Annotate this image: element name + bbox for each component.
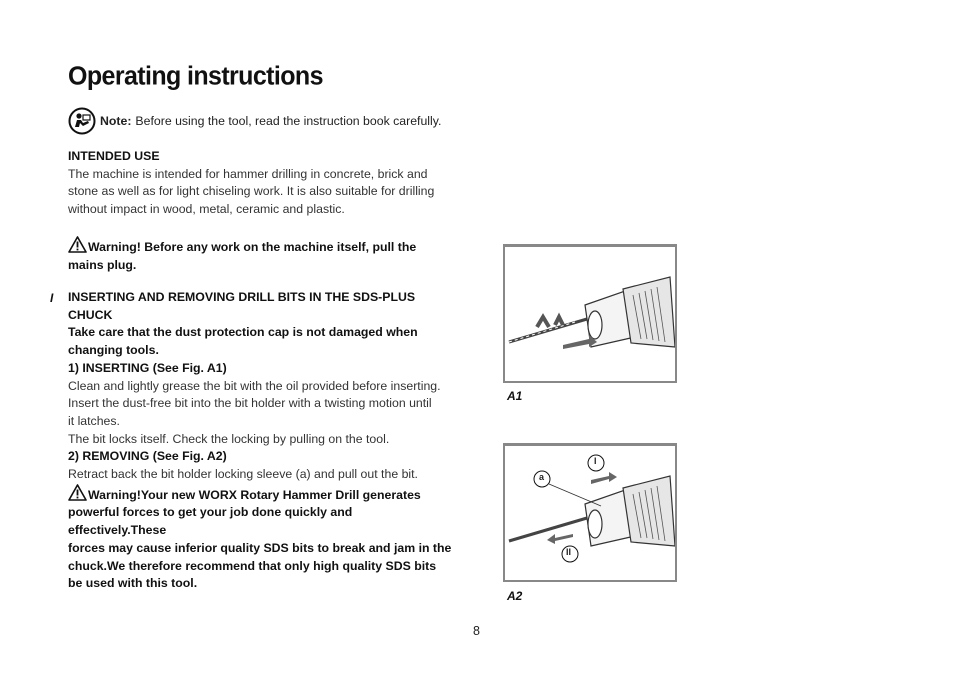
inserting-heading: INSERTING AND REMOVING DRILL BITS IN THE SDS-PLUS xyxy=(68,290,416,304)
step1-line: The bit locks itself. Check the locking by pulling on the tool. xyxy=(68,431,390,446)
page-title: Operating instructions xyxy=(68,61,323,91)
warning2-text: be used with this tool. xyxy=(68,576,198,591)
care-text: Take care that the dust protection cap is not damaged when xyxy=(68,325,418,340)
figure-a1 xyxy=(503,244,677,383)
warning-unplug xyxy=(68,236,453,274)
drill-illustration-a2 xyxy=(505,446,675,580)
inserting-heading: CHUCK xyxy=(68,307,113,322)
step2-heading: 2) REMOVING (See Fig. A2) xyxy=(68,449,227,464)
figure-a1-label: A1 xyxy=(507,389,523,403)
step2-line: Retract back the bit holder locking sleeve (a) and pull out the bit. xyxy=(68,467,418,482)
note-row xyxy=(68,107,441,135)
intended-use-line: The machine is intended for hammer drilling in concrete, brick and xyxy=(68,166,428,181)
figure-a2 xyxy=(503,443,677,582)
step1-line: Clean and lightly grease the bit with the oil provided before inserting. xyxy=(68,378,441,393)
warning-icon xyxy=(68,236,87,253)
section-marker: I xyxy=(50,291,54,305)
care-text: changing tools. xyxy=(68,343,159,358)
intended-use-heading: INTENDED USE xyxy=(68,149,160,163)
step1-heading: 1) INSERTING (See Fig. A1) xyxy=(68,360,227,375)
inserting-section xyxy=(68,289,453,593)
read-manual-icon xyxy=(68,107,96,135)
intended-use-line: without impact in wood, metal, ceramic and plastic. xyxy=(68,202,345,217)
step1-line: Insert the dust-free bit into the bit holder with a twisting motion until xyxy=(68,396,432,411)
note-text: Before using the tool, read the instruction book carefully. xyxy=(135,114,442,128)
warning2-text: forces may cause inferior quality SDS bits to break and jam in the xyxy=(68,540,452,555)
callout-a: a xyxy=(539,472,545,482)
warning-text: mains plug. xyxy=(68,257,137,272)
intended-use-line: stone as well as for light chiseling work. It is also suitable for drilling xyxy=(68,184,435,199)
warning-icon xyxy=(68,484,87,501)
callout-1: I xyxy=(594,456,597,466)
warning-text: Warning! Before any work on the machine itself, pull the xyxy=(88,240,417,254)
drill-illustration-a1 xyxy=(505,247,675,381)
page-number: 8 xyxy=(473,624,480,638)
figure-a2-label: A2 xyxy=(507,589,523,603)
warning2-text: powerful forces to get your job done quickly and effectively.These xyxy=(68,505,353,538)
intended-use-section xyxy=(68,148,453,219)
callout-2: II xyxy=(566,547,572,557)
warning2-text: chuck.We therefore recommend that only high quality SDS bits xyxy=(68,558,437,573)
warning2-text: Warning!Your new WORX Rotary Hammer Drill generates xyxy=(88,487,421,502)
note-label: Note: xyxy=(100,114,132,128)
step1-line: it latches. xyxy=(68,413,120,428)
